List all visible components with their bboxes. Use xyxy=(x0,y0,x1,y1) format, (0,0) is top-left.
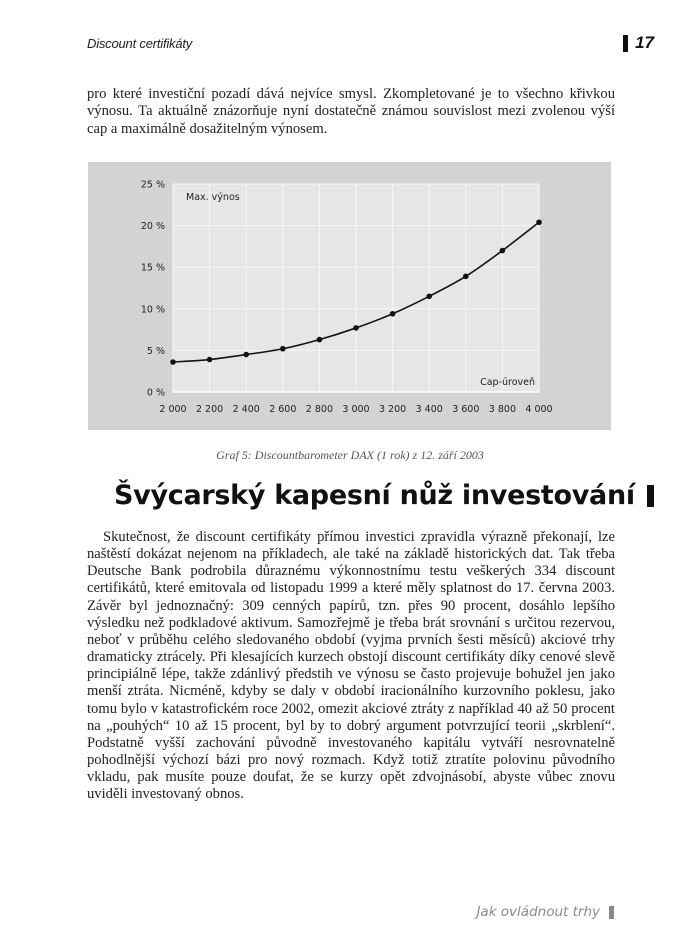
y-tick-label: 10 % xyxy=(140,304,165,316)
data-point xyxy=(426,294,432,300)
y-axis-label: Max. výnos xyxy=(186,192,240,203)
section-heading xyxy=(114,480,654,511)
y-tick-label: 25 % xyxy=(140,179,165,191)
footer-title-text: Jak ovládnout trhy xyxy=(476,904,600,920)
data-point xyxy=(170,359,176,365)
data-point xyxy=(536,219,542,225)
x-tick-label: 3 600 xyxy=(452,404,480,415)
body-paragraph: Skutečnost, že discount certifikáty přímou investici zpravidla výrazně překonají, lze naštěstí dokázat nejenom na příkladech, ale také na základě historických dat. Tak třeba Deutsche Bank podrobila důraznému výkonnostnímu testu veškerých 334 discount certifikátů, které emitovala od listopadu 1999 a které měly splatnost do 17. června 2003. Závěr byl jednoznačný: 309 cenných papírů, tzn. přes 90 procent, dosáhlo lepšího výsledku než podkladové aktivum. Samozřejmě je třeba brát srovnání s určitou rezervou, neboť v průběhu celého sledovaného období (vyjma prvních šesti měsíců) akciové trhy dramaticky ztrácely. Při klesajících kurzech obstojí discount certifikáty díky cenové slevě principiálně lépe, takže zdánlivý předstih ve výnosu se často projevuje bohužel jen jako menší ztráta. Nicméně, kdyby se daly v období iracionálního kurzovního poklesu, jako tomu bylo v katastrofickém roce 2002, omezit akciové ztráty z například 40 až 50 procent na „pouhých“ 10 až 15 procent, byl by to dobrý argument potvrzující teorii „skrblení“. Podstatně vyšší zachování původně investovaného kapitálu vytváří nesrovnatelně pohodlnější výchozí bázi pro nový rozmach. Když totiž ztratíte polovinu původního vkladu, pak musíte pouze doufat, že se kurzy opět zdvojnásobí, abyste vůbec znovu uviděli investovaný obnos. xyxy=(87,529,615,803)
intro-paragraph: pro které investiční pozadí dává nejvíce smysl. Zkompletované je to všechno křivkou výnosu. Ta aktuálně znázorňuje nyní dostatečně známou souvislost mezi zvolenou výší cap a maximálně dosažitelným výnosem. xyxy=(87,86,615,137)
page-number-value: 17 xyxy=(635,33,654,52)
y-tick-label: 0 % xyxy=(146,387,165,399)
x-tick-label: 2 400 xyxy=(232,404,260,415)
y-tick-label: 20 % xyxy=(140,221,165,233)
x-tick-label: 4 000 xyxy=(525,404,553,415)
data-point xyxy=(353,325,359,331)
data-point xyxy=(317,337,323,343)
x-tick-label: 2 000 xyxy=(159,404,187,415)
x-tick-label: 3 000 xyxy=(342,404,370,415)
x-tick-label: 3 400 xyxy=(415,404,443,415)
y-tick-label: 5 % xyxy=(146,345,165,357)
data-point xyxy=(243,352,249,358)
data-point xyxy=(463,274,469,280)
x-tick-label: 3 200 xyxy=(378,404,407,415)
y-axis-ticks xyxy=(141,180,165,399)
x-tick-label: 3 800 xyxy=(488,404,517,415)
footer-bar-marker-icon xyxy=(609,906,614,919)
data-point xyxy=(500,248,506,254)
page-number xyxy=(623,33,654,53)
y-tick-label: 15 % xyxy=(140,262,165,274)
heading-bar-marker-icon xyxy=(647,485,654,507)
running-head-title: Discount certifikáty xyxy=(87,36,193,51)
data-point xyxy=(207,357,213,363)
section-heading-text: Švýcarský kapesní nůž investování xyxy=(114,480,635,511)
chart-panel xyxy=(88,162,611,430)
x-tick-label: 2 200 xyxy=(195,404,224,415)
x-axis-label: Cap-úroveň xyxy=(480,377,535,388)
figure-caption: Graf 5: Discountbarometer DAX (1 rok) z 12. září 2003 xyxy=(216,448,484,462)
footer-book-title xyxy=(476,904,614,920)
data-point xyxy=(390,311,396,317)
x-tick-label: 2 800 xyxy=(305,404,334,415)
x-axis-ticks xyxy=(159,404,552,415)
page-bar-marker-icon xyxy=(623,35,628,52)
data-point xyxy=(280,346,286,352)
x-tick-label: 2 600 xyxy=(269,404,297,415)
yield-curve-chart xyxy=(88,162,611,430)
